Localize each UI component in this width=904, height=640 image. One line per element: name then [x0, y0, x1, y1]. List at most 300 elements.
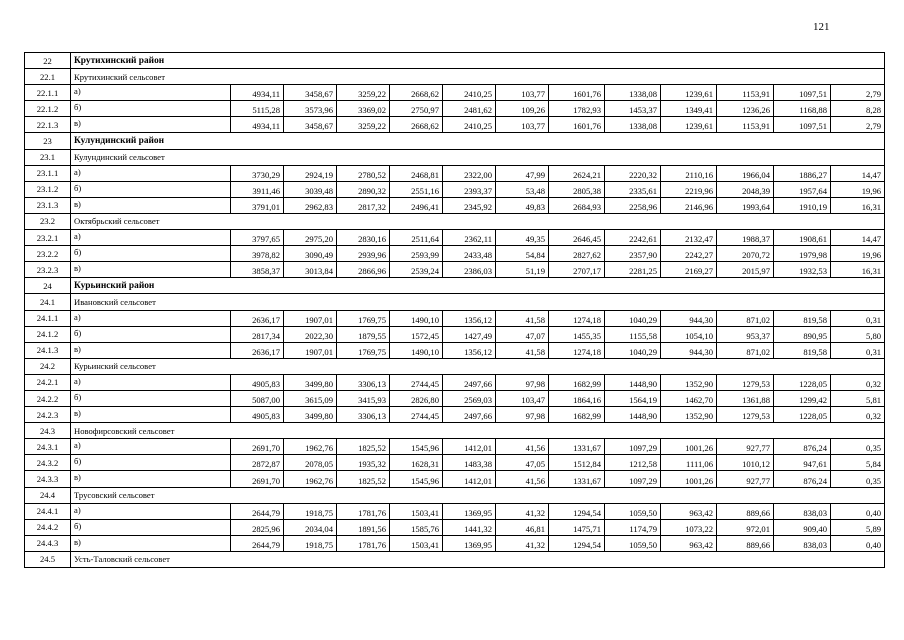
- value-cell: 909,40: [774, 519, 831, 535]
- value-cell: 1962,76: [284, 471, 337, 487]
- value-cell: 1545,96: [390, 439, 443, 455]
- value-cell: 1908,61: [774, 230, 831, 246]
- row-code: 23.1.2: [25, 181, 71, 197]
- variant-label: а): [71, 165, 231, 181]
- value-cell: 2,79: [831, 85, 885, 101]
- value-cell: 97,98: [496, 374, 549, 390]
- value-cell: 1097,29: [605, 439, 661, 455]
- district-row: [25, 53, 885, 69]
- value-cell: 2668,62: [390, 117, 443, 133]
- value-cell: 1338,08: [605, 85, 661, 101]
- value-cell: 3730,29: [231, 165, 284, 181]
- value-cell: 2468,81: [390, 165, 443, 181]
- value-cell: 1448,90: [605, 407, 661, 423]
- value-cell: 2636,17: [231, 310, 284, 326]
- value-cell: 1040,29: [605, 310, 661, 326]
- value-cell: 3911,46: [231, 181, 284, 197]
- data-row: [25, 230, 885, 246]
- value-cell: 5087,00: [231, 390, 284, 406]
- council-name: Трусовский сельсовет: [71, 487, 885, 503]
- value-cell: 3259,22: [337, 117, 390, 133]
- row-code: 23.1.3: [25, 197, 71, 213]
- value-cell: 41,56: [496, 439, 549, 455]
- row-code: 23.2: [25, 213, 71, 229]
- value-cell: 14,47: [831, 230, 885, 246]
- value-cell: 2691,70: [231, 471, 284, 487]
- value-cell: 1448,90: [605, 374, 661, 390]
- value-cell: 3259,22: [337, 85, 390, 101]
- variant-label: б): [71, 519, 231, 535]
- value-cell: 1299,42: [774, 390, 831, 406]
- value-cell: 41,58: [496, 310, 549, 326]
- value-cell: 871,02: [717, 310, 774, 326]
- value-cell: 1907,01: [284, 310, 337, 326]
- value-cell: 1682,99: [549, 374, 605, 390]
- value-cell: 0,31: [831, 342, 885, 358]
- row-code: 22.1.1: [25, 85, 71, 101]
- row-code: 24.4.3: [25, 535, 71, 551]
- value-cell: 2624,21: [549, 165, 605, 181]
- value-cell: 1356,12: [443, 310, 496, 326]
- value-cell: 2362,11: [443, 230, 496, 246]
- district-row: [25, 133, 885, 149]
- value-cell: 97,98: [496, 407, 549, 423]
- data-row: [25, 117, 885, 133]
- value-cell: 2410,25: [443, 85, 496, 101]
- row-code: 24.1.3: [25, 342, 71, 358]
- row-code: 24: [25, 278, 71, 294]
- value-cell: 890,95: [774, 326, 831, 342]
- council-row: [25, 69, 885, 85]
- data-row: [25, 85, 885, 101]
- value-cell: 1352,90: [661, 374, 717, 390]
- value-cell: 49,35: [496, 230, 549, 246]
- value-cell: 1864,16: [549, 390, 605, 406]
- value-cell: 876,24: [774, 439, 831, 455]
- value-cell: 1490,10: [390, 342, 443, 358]
- value-cell: 1503,41: [390, 535, 443, 551]
- value-cell: 876,24: [774, 471, 831, 487]
- row-code: 24.2.1: [25, 374, 71, 390]
- value-cell: 1174,79: [605, 519, 661, 535]
- value-cell: 41,32: [496, 535, 549, 551]
- value-cell: 972,01: [717, 519, 774, 535]
- council-row: [25, 213, 885, 229]
- value-cell: 2496,41: [390, 197, 443, 213]
- value-cell: 3013,84: [284, 262, 337, 278]
- value-cell: 1274,18: [549, 310, 605, 326]
- value-cell: 2890,32: [337, 181, 390, 197]
- value-cell: 2335,61: [605, 181, 661, 197]
- data-row: [25, 471, 885, 487]
- value-cell: 0,40: [831, 535, 885, 551]
- value-cell: 2497,66: [443, 374, 496, 390]
- value-cell: 2078,05: [284, 455, 337, 471]
- value-cell: 1352,90: [661, 407, 717, 423]
- value-cell: 0,35: [831, 471, 885, 487]
- value-cell: 2169,27: [661, 262, 717, 278]
- value-cell: 1825,52: [337, 471, 390, 487]
- value-cell: 1782,93: [549, 101, 605, 117]
- value-cell: 2825,96: [231, 519, 284, 535]
- data-row: [25, 535, 885, 551]
- variant-label: в): [71, 117, 231, 133]
- value-cell: 2146,96: [661, 197, 717, 213]
- value-cell: 2511,64: [390, 230, 443, 246]
- value-cell: 2497,66: [443, 407, 496, 423]
- row-code: 24.4.1: [25, 503, 71, 519]
- value-cell: 1349,41: [661, 101, 717, 117]
- value-cell: 1412,01: [443, 439, 496, 455]
- value-cell: 4905,83: [231, 374, 284, 390]
- value-cell: 1168,88: [774, 101, 831, 117]
- value-cell: 2805,38: [549, 181, 605, 197]
- value-cell: 2684,93: [549, 197, 605, 213]
- variant-label: б): [71, 101, 231, 117]
- value-cell: 2481,62: [443, 101, 496, 117]
- value-cell: 5,80: [831, 326, 885, 342]
- value-cell: 2668,62: [390, 85, 443, 101]
- row-code: 24.5: [25, 551, 71, 567]
- tariff-table: [24, 52, 885, 568]
- value-cell: 3369,02: [337, 101, 390, 117]
- value-cell: 5,84: [831, 455, 885, 471]
- value-cell: 1907,01: [284, 342, 337, 358]
- value-cell: 1966,04: [717, 165, 774, 181]
- value-cell: 1097,51: [774, 117, 831, 133]
- data-row: [25, 101, 885, 117]
- value-cell: 3978,82: [231, 246, 284, 262]
- data-row: [25, 390, 885, 406]
- value-cell: 963,42: [661, 503, 717, 519]
- value-cell: 2962,83: [284, 197, 337, 213]
- data-row: [25, 197, 885, 213]
- value-cell: 2281,25: [605, 262, 661, 278]
- council-name: Ивановский сельсовет: [71, 294, 885, 310]
- value-cell: 1455,35: [549, 326, 605, 342]
- data-row: [25, 455, 885, 471]
- row-code: 24.3: [25, 423, 71, 439]
- value-cell: 1059,50: [605, 503, 661, 519]
- data-row: [25, 342, 885, 358]
- value-cell: 1010,12: [717, 455, 774, 471]
- value-cell: 2,79: [831, 117, 885, 133]
- value-cell: 838,03: [774, 503, 831, 519]
- value-cell: 2070,72: [717, 246, 774, 262]
- council-row: [25, 358, 885, 374]
- value-cell: 1369,95: [443, 503, 496, 519]
- value-cell: 5,81: [831, 390, 885, 406]
- row-code: 22: [25, 53, 71, 69]
- value-cell: 1918,75: [284, 503, 337, 519]
- value-cell: 1891,56: [337, 519, 390, 535]
- value-cell: 1279,53: [717, 407, 774, 423]
- value-cell: 944,30: [661, 342, 717, 358]
- variant-label: а): [71, 230, 231, 246]
- value-cell: 1153,91: [717, 117, 774, 133]
- council-name: Курьинский сельсовет: [71, 358, 885, 374]
- council-row: [25, 149, 885, 165]
- value-cell: 1988,37: [717, 230, 774, 246]
- value-cell: 47,05: [496, 455, 549, 471]
- row-code: 24.4: [25, 487, 71, 503]
- council-name: Крутихинский сельсовет: [71, 69, 885, 85]
- value-cell: 838,03: [774, 535, 831, 551]
- value-cell: 2636,17: [231, 342, 284, 358]
- value-cell: 51,19: [496, 262, 549, 278]
- data-row: [25, 519, 885, 535]
- variant-label: в): [71, 197, 231, 213]
- value-cell: 2393,37: [443, 181, 496, 197]
- value-cell: 47,07: [496, 326, 549, 342]
- district-name: Курьинский район: [71, 278, 885, 294]
- value-cell: 1054,10: [661, 326, 717, 342]
- value-cell: 2924,19: [284, 165, 337, 181]
- value-cell: 1294,54: [549, 503, 605, 519]
- value-cell: 1361,88: [717, 390, 774, 406]
- value-cell: 2593,99: [390, 246, 443, 262]
- council-row: [25, 487, 885, 503]
- value-cell: 1274,18: [549, 342, 605, 358]
- value-cell: 1236,26: [717, 101, 774, 117]
- value-cell: 2110,16: [661, 165, 717, 181]
- value-cell: 1331,67: [549, 471, 605, 487]
- value-cell: 47,99: [496, 165, 549, 181]
- value-cell: 1239,61: [661, 85, 717, 101]
- value-cell: 3499,80: [284, 374, 337, 390]
- row-code: 23.2.1: [25, 230, 71, 246]
- row-code: 23: [25, 133, 71, 149]
- value-cell: 2744,45: [390, 374, 443, 390]
- row-code: 23.2.2: [25, 246, 71, 262]
- council-name: Усть-Таловский сельсовет: [71, 551, 885, 567]
- variant-label: б): [71, 326, 231, 342]
- row-code: 22.1: [25, 69, 71, 85]
- value-cell: 1338,08: [605, 117, 661, 133]
- row-code: 24.2.3: [25, 407, 71, 423]
- value-cell: 2939,96: [337, 246, 390, 262]
- value-cell: 819,58: [774, 310, 831, 326]
- value-cell: 3039,48: [284, 181, 337, 197]
- value-cell: 103,77: [496, 117, 549, 133]
- value-cell: 1979,98: [774, 246, 831, 262]
- value-cell: 1769,75: [337, 310, 390, 326]
- value-cell: 1935,32: [337, 455, 390, 471]
- value-cell: 1879,55: [337, 326, 390, 342]
- value-cell: 2048,39: [717, 181, 774, 197]
- value-cell: 1483,38: [443, 455, 496, 471]
- value-cell: 1331,67: [549, 439, 605, 455]
- value-cell: 1279,53: [717, 374, 774, 390]
- value-cell: 46,81: [496, 519, 549, 535]
- row-code: 24.1: [25, 294, 71, 310]
- value-cell: 1453,37: [605, 101, 661, 117]
- variant-label: б): [71, 455, 231, 471]
- row-code: 24.3.1: [25, 439, 71, 455]
- value-cell: 963,42: [661, 535, 717, 551]
- value-cell: 2132,47: [661, 230, 717, 246]
- page-number: 121: [813, 21, 830, 33]
- variant-label: б): [71, 390, 231, 406]
- data-row: [25, 326, 885, 342]
- value-cell: 2258,96: [605, 197, 661, 213]
- value-cell: 1781,76: [337, 535, 390, 551]
- value-cell: 3306,13: [337, 374, 390, 390]
- row-code: 23.2.3: [25, 262, 71, 278]
- value-cell: 947,61: [774, 455, 831, 471]
- data-row: [25, 374, 885, 390]
- value-cell: 3573,96: [284, 101, 337, 117]
- value-cell: 2817,34: [231, 326, 284, 342]
- value-cell: 53,48: [496, 181, 549, 197]
- value-cell: 2034,04: [284, 519, 337, 535]
- value-cell: 8,28: [831, 101, 885, 117]
- row-code: 24.1.1: [25, 310, 71, 326]
- value-cell: 927,77: [717, 439, 774, 455]
- value-cell: 14,47: [831, 165, 885, 181]
- variant-label: в): [71, 262, 231, 278]
- variant-label: б): [71, 181, 231, 197]
- value-cell: 2827,62: [549, 246, 605, 262]
- value-cell: 41,58: [496, 342, 549, 358]
- council-name: Октябрьский сельсовет: [71, 213, 885, 229]
- value-cell: 871,02: [717, 342, 774, 358]
- value-cell: 3415,93: [337, 390, 390, 406]
- value-cell: 2707,17: [549, 262, 605, 278]
- value-cell: 54,84: [496, 246, 549, 262]
- value-cell: 1441,32: [443, 519, 496, 535]
- value-cell: 19,96: [831, 181, 885, 197]
- council-row: [25, 551, 885, 567]
- value-cell: 1910,19: [774, 197, 831, 213]
- value-cell: 0,32: [831, 374, 885, 390]
- value-cell: 3615,09: [284, 390, 337, 406]
- variant-label: б): [71, 246, 231, 262]
- row-code: 24.3.3: [25, 471, 71, 487]
- value-cell: 3458,67: [284, 117, 337, 133]
- value-cell: 1781,76: [337, 503, 390, 519]
- value-cell: 1886,27: [774, 165, 831, 181]
- variant-label: в): [71, 535, 231, 551]
- value-cell: 1239,61: [661, 117, 717, 133]
- value-cell: 4934,11: [231, 85, 284, 101]
- table-body: [25, 53, 885, 568]
- value-cell: 1601,76: [549, 117, 605, 133]
- value-cell: 2975,20: [284, 230, 337, 246]
- value-cell: 1628,31: [390, 455, 443, 471]
- value-cell: 1097,29: [605, 471, 661, 487]
- data-row: [25, 246, 885, 262]
- value-cell: 2022,30: [284, 326, 337, 342]
- value-cell: 1601,76: [549, 85, 605, 101]
- variant-label: в): [71, 471, 231, 487]
- value-cell: 1111,06: [661, 455, 717, 471]
- value-cell: 1572,45: [390, 326, 443, 342]
- value-cell: 2219,96: [661, 181, 717, 197]
- value-cell: 0,31: [831, 310, 885, 326]
- value-cell: 2551,16: [390, 181, 443, 197]
- value-cell: 1769,75: [337, 342, 390, 358]
- data-row: [25, 310, 885, 326]
- value-cell: 1097,51: [774, 85, 831, 101]
- value-cell: 103,77: [496, 85, 549, 101]
- value-cell: 3797,65: [231, 230, 284, 246]
- row-code: 23.1: [25, 149, 71, 165]
- value-cell: 3090,49: [284, 246, 337, 262]
- value-cell: 2242,27: [661, 246, 717, 262]
- value-cell: 1212,58: [605, 455, 661, 471]
- value-cell: 1001,26: [661, 471, 717, 487]
- data-row: [25, 181, 885, 197]
- row-code: 22.1.2: [25, 101, 71, 117]
- value-cell: 819,58: [774, 342, 831, 358]
- council-name: Кулундинский сельсовет: [71, 149, 885, 165]
- value-cell: 2015,97: [717, 262, 774, 278]
- value-cell: 2830,16: [337, 230, 390, 246]
- value-cell: 2691,70: [231, 439, 284, 455]
- value-cell: 4905,83: [231, 407, 284, 423]
- value-cell: 2386,03: [443, 262, 496, 278]
- data-row: [25, 439, 885, 455]
- value-cell: 1490,10: [390, 310, 443, 326]
- variant-label: а): [71, 374, 231, 390]
- value-cell: 3306,13: [337, 407, 390, 423]
- value-cell: 1957,64: [774, 181, 831, 197]
- value-cell: 2817,32: [337, 197, 390, 213]
- value-cell: 3858,37: [231, 262, 284, 278]
- council-row: [25, 294, 885, 310]
- value-cell: 1564,19: [605, 390, 661, 406]
- value-cell: 1228,05: [774, 374, 831, 390]
- variant-label: а): [71, 85, 231, 101]
- value-cell: 2410,25: [443, 117, 496, 133]
- value-cell: 19,96: [831, 246, 885, 262]
- value-cell: 2539,24: [390, 262, 443, 278]
- value-cell: 1427,49: [443, 326, 496, 342]
- row-code: 24.1.2: [25, 326, 71, 342]
- value-cell: 1369,95: [443, 535, 496, 551]
- value-cell: 1475,71: [549, 519, 605, 535]
- row-code: 24.2.2: [25, 390, 71, 406]
- value-cell: 1585,76: [390, 519, 443, 535]
- value-cell: 2220,32: [605, 165, 661, 181]
- data-row: [25, 407, 885, 423]
- variant-label: а): [71, 310, 231, 326]
- value-cell: 1545,96: [390, 471, 443, 487]
- row-code: 23.1.1: [25, 165, 71, 181]
- value-cell: 1294,54: [549, 535, 605, 551]
- value-cell: 3458,67: [284, 85, 337, 101]
- district-name: Кулундинский район: [71, 133, 885, 149]
- value-cell: 3791,01: [231, 197, 284, 213]
- value-cell: 1932,53: [774, 262, 831, 278]
- variant-label: а): [71, 503, 231, 519]
- value-cell: 1503,41: [390, 503, 443, 519]
- value-cell: 1001,26: [661, 439, 717, 455]
- value-cell: 2433,48: [443, 246, 496, 262]
- value-cell: 1512,84: [549, 455, 605, 471]
- value-cell: 41,56: [496, 471, 549, 487]
- value-cell: 927,77: [717, 471, 774, 487]
- value-cell: 0,40: [831, 503, 885, 519]
- value-cell: 889,66: [717, 535, 774, 551]
- value-cell: 1825,52: [337, 439, 390, 455]
- value-cell: 2345,92: [443, 197, 496, 213]
- value-cell: 49,83: [496, 197, 549, 213]
- value-cell: 2569,03: [443, 390, 496, 406]
- value-cell: 2646,45: [549, 230, 605, 246]
- value-cell: 1682,99: [549, 407, 605, 423]
